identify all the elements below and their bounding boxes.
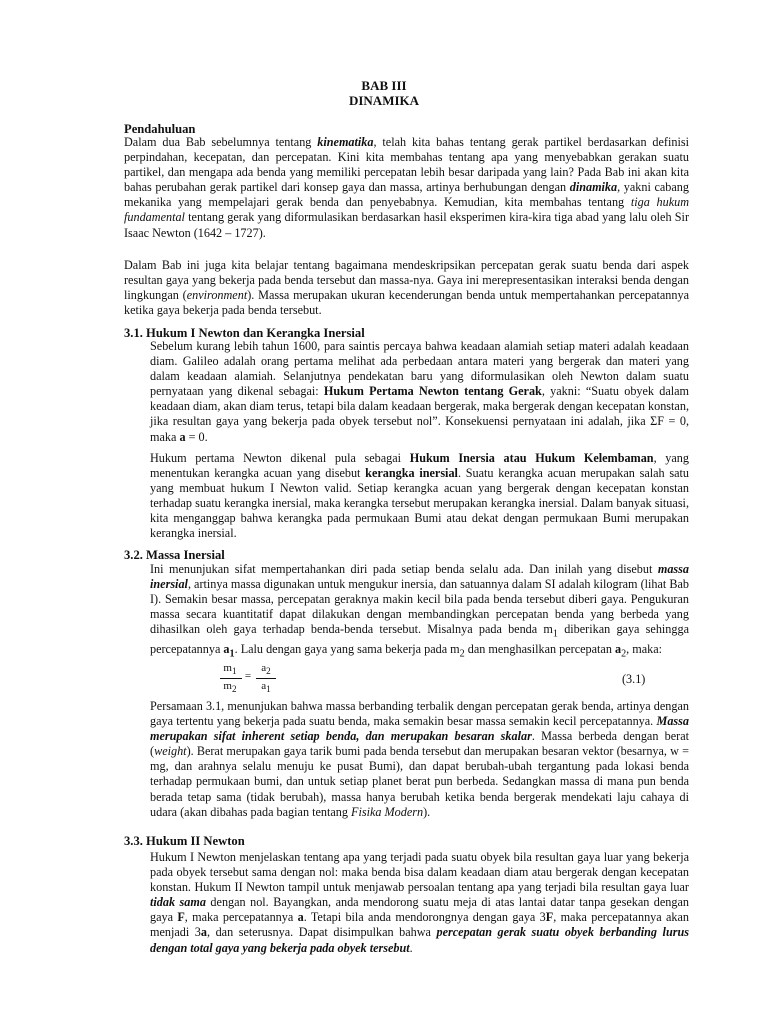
paragraph-3-1-2: Hukum pertama Newton dikenal pula sebagai Hukum Inersia atau Hukum Kelembaman, yang menentukan kerangka acuan yang disebut kerangka inersial. Suatu kerangka acuan merupakan salah satu yang membuat hukum I Newton valid. Setiap kerangka acuan yang bergerak dengan kecepatan konstan terhadap suatu kerangka inersial, maka kerangka tersebut merupakan kerangka inersial. Dalam banyak situasi, kita menganggap bahwa kerangka pada permukaan Bumi atau dekat dengan permukaan Bumi merupakan kerangka inersial. [150,451,689,541]
eq-m1: $m_1$ [223,662,237,677]
eq-m2: $m_2$ [223,680,237,695]
eq-fraction-bar-right [256,678,276,679]
section-heading-3-3: 3.3. Hukum II Newton [124,834,245,848]
equation-3-1 [220,662,280,698]
chapter-number: BAB III [361,78,407,93]
paragraph-intro-1: Dalam dua Bab sebelumnya tentang kinematika, telah kita bahas tentang gerak partikel berdasarkan definisi perpindahan, kecepatan, dan percepatan. Kini kita membahas tentang apa yang menyebabkan gerakan suatu partikel, dan mengapa ada benda yang memiliki percepatan lebih besar daripada yang lain? Pada Bab ini akan kita bahas perubahan gerak partikel dari konsep gaya dan massa, artinya berhubungan dengan dinamika, yakni cabang mekanika yang mempelajari gerak benda dan penyebabnya. Kemudian, kita membahas tentang tiga hukum fundamental tentang gerak yang diformulasikan berdasarkan hasil eksperimen kira-kira tiga abad yang lalu oleh Sir Isaac Newton (1642 – 1727). [124,135,690,240]
chapter-title: DINAMIKA [348,93,420,108]
paragraph-intro-2: Dalam Bab ini juga kita belajar tentang bagaimana mendeskripsikan percepatan gerak suatu benda dari aspek resultan gaya yang bekerja pada benda tersebut dan massa-nya. Gaya ini merepresentasikan interaksi benda dengan lingkungan (environment). Massa merupakan ukuran kecenderungan benda untuk mempertahankan percepatannya ketika gaya bekerja pada benda tersebut. [124,258,689,318]
equation-number: (3.1) [622,672,646,686]
section-heading-3-2: 3.2. Massa Inersial [124,548,225,562]
eq-a1: $a_1$ [261,680,271,695]
paragraph-3-1-1: Sebelum kurang lebih tahun 1600, para saintis percaya bahwa keadaan alamiah setiap materi adalah keadaan diam. Galileo adalah orang pertama melihat ada perbedaan antara materi yang bergerak dan materi yang dalam keadaan alamiah. Selanjutnya pendekatan baru yang diformulasikan oleh Newton dalam suatu pernyataan yang dikenal sebagai: Hukum Pertama Newton tentang Gerak, yakni: “Suatu obyek dalam keadaan diam, akan diam terus, tetapi bila dalam keadaan bergerak, maka bergerak dengan kecepatan konstan, jika resultan gaya yang bekerja pada obyek tersebut nol”. Konsekuensi pernyataan ini adalah, jika ΣF = 0, maka a = 0. [150,339,690,444]
eq-equals: = [244,670,252,682]
section-heading-pendahuluan: Pendahuluan [124,122,196,136]
paragraph-3-2-2: Persamaan 3.1, menunjukan bahwa massa berbanding terbalik dengan percepatan gerak benda, artinya dengan gaya tertentu yang bekerja pada suatu benda, maka semakin besar massa semakin kecil percepatannya. Massa merupakan sifat inherent setiap benda, dan merupakan besaran skalar. Massa berbeda dengan berat (weight). Berat merupakan gaya tarik bumi pada benda tersebut dan merupakan besaran vektor (besarnya, w = mg, dan arahnya selalu menuju ke pusat Bumi), dan dapat berubah-ubah tergantung pada lokasi benda terhadap permukaan bumi, dan untuk setiap planet berat pun berbeda. Sedangkan massa di mana pun benda berada tetap sama (tidak berubah), massa hanya berubah ketika benda bergerak mendekati laju cahaya di udara (akan dibahas pada bagian tentang Fisika Modern). [150,699,689,819]
paragraph-3-2-1: Ini menunjukan sifat mempertahankan diri pada setiap benda selalu ada. Dan inilah yang disebut massa inersial, artinya massa digunakan untuk mengukur inersia, dan satuannya dalam SI adalah kilogram (lihat Bab I). Semakin besar massa, percepatan geraknya makin kecil bila pada benda tersebut diberi gaya. Pengukuran massa secara kuantitatif dapat dilakukan dengan membandingkan percepatan benda yang berbeda yang dihasilkan oleh gaya terhadap benda-benda tersebut. Misalnya pada benda $m_1$ diberikan gaya sehingga percepatannya $a_1$. Lalu dengan gaya yang sama bekerja pada $m_2$ dan menghasilkan percepatan $a_2$, maka: [150,562,689,660]
eq-a2: $a_2$ [261,662,271,677]
section-heading-3-1: 3.1. Hukum I Newton dan Kerangka Inersial [124,326,365,340]
paragraph-3-3-1: Hukum I Newton menjelaskan tentang apa yang terjadi pada suatu obyek bila resultan gaya luar yang bekerja pada obyek tersebut sama dengan nol: maka benda bisa dalam keadaan diam atau bergerak dengan kecepatan konstan. Hukum II Newton tampil untuk menjawab persoalan tentang apa yang terjadi bila resultan gaya luar tidak sama dengan nol. Bayangkan, anda mendorong suatu meja di atas lantai datar tanpa gesekan dengan gaya F, maka percepatannya a. Tetapi bila anda mendorongnya dengan gaya 3F, maka percepatannya akan menjadi 3a, dan seterusnya. Dapat disimpulkan bahwa percepatan gerak suatu obyek berbanding lurus dengan total gaya yang bekerja pada obyek tersebut. [150,850,689,955]
eq-fraction-bar-left [220,678,242,679]
